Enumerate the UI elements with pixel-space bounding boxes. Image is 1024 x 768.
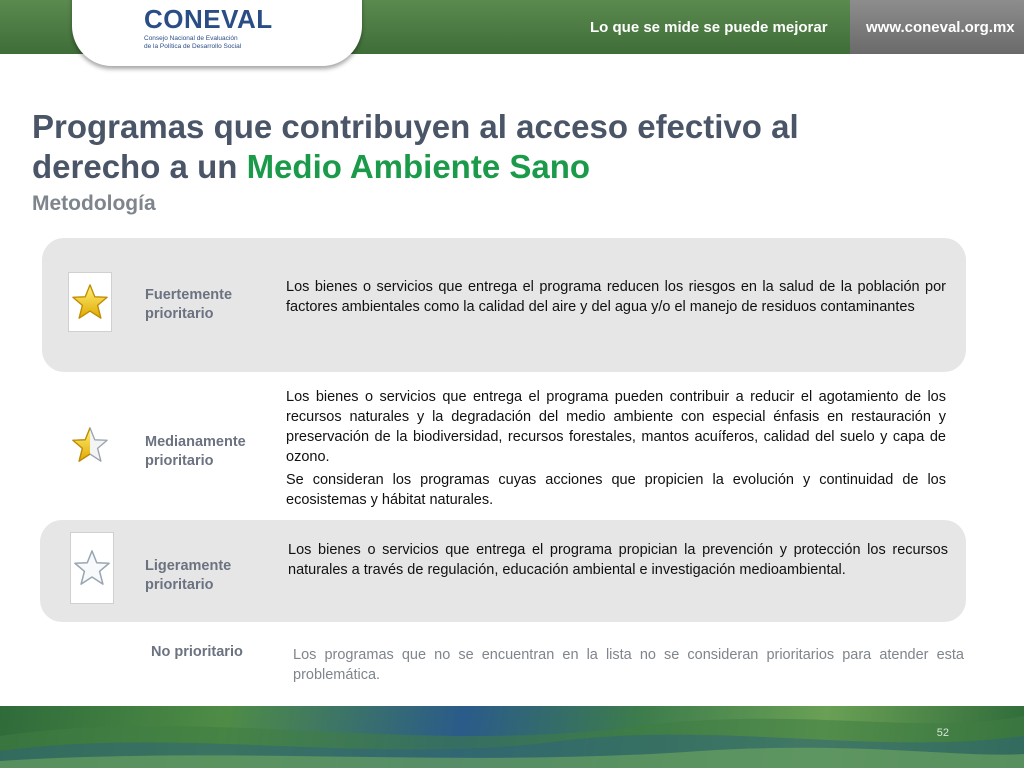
category-text: Los programas que no se encuentran en la lista no se consideran prioritarios para atender esta problemática. [293,647,964,683]
page-title-accent: Medio Ambiente Sano [246,148,591,185]
logo-subtitle [144,35,284,51]
star-outline-icon [70,532,114,604]
star-half-icon [68,419,112,471]
star-full-icon [68,272,112,332]
category-label-medium: Medianamente prioritario [145,434,246,469]
category-text: Los bienes o servicios que entrega el programa reducen los riesgos en la salud de la población por factores ambientales como la calidad del aire y del agua y/o el manejo de residuos contaminantes [286,279,946,315]
page-title-main: Programas que contribuyen al acceso efectivo al derecho a un [32,108,799,185]
website-link[interactable]: www.coneval.org.mx [866,19,1015,36]
page-title [32,107,932,187]
category-text: Se consideran los programas cuyas acciones que propicien la evolución y continuidad de los ecosistemas y hábitat naturales. [286,472,946,508]
category-description-medium [286,387,946,510]
category-label-light: Ligeramente prioritario [145,558,232,593]
logo-subtitle-line1: Consejo Nacional de Evaluación [144,35,238,42]
category-text: Los bienes o servicios que entrega el programa pueden contribuir a reducir el agotamiento de los recursos naturales y la degradación del medio ambiente con especial énfasis en restauración y preservación de la biodiversidad, recursos forestales, mantos acuíferos, calidad del suelo y capa de ozono. [286,389,946,465]
category-label-none: No prioritario [151,644,243,660]
category-description-none [293,645,964,685]
page-number: 52 [936,727,949,739]
header-tagline: Lo que se mide se puede mejorar [590,19,828,36]
category-description-light [288,540,948,580]
logo-subtitle-line2: de la Política de Desarrollo Social [144,43,242,50]
page-subtitle: Metodología [32,192,156,215]
category-description-strong [286,277,946,317]
logo-tab [72,0,362,66]
coneval-logo: CONEVAL [144,4,273,34]
footer-banner [0,706,1024,768]
category-label-strong: Fuertemente prioritario [145,287,233,322]
category-text: Los bienes o servicios que entrega el programa propician la prevención y protección los recursos naturales a través de regulación, educación ambiental e investigación medioambiental. [288,542,948,578]
